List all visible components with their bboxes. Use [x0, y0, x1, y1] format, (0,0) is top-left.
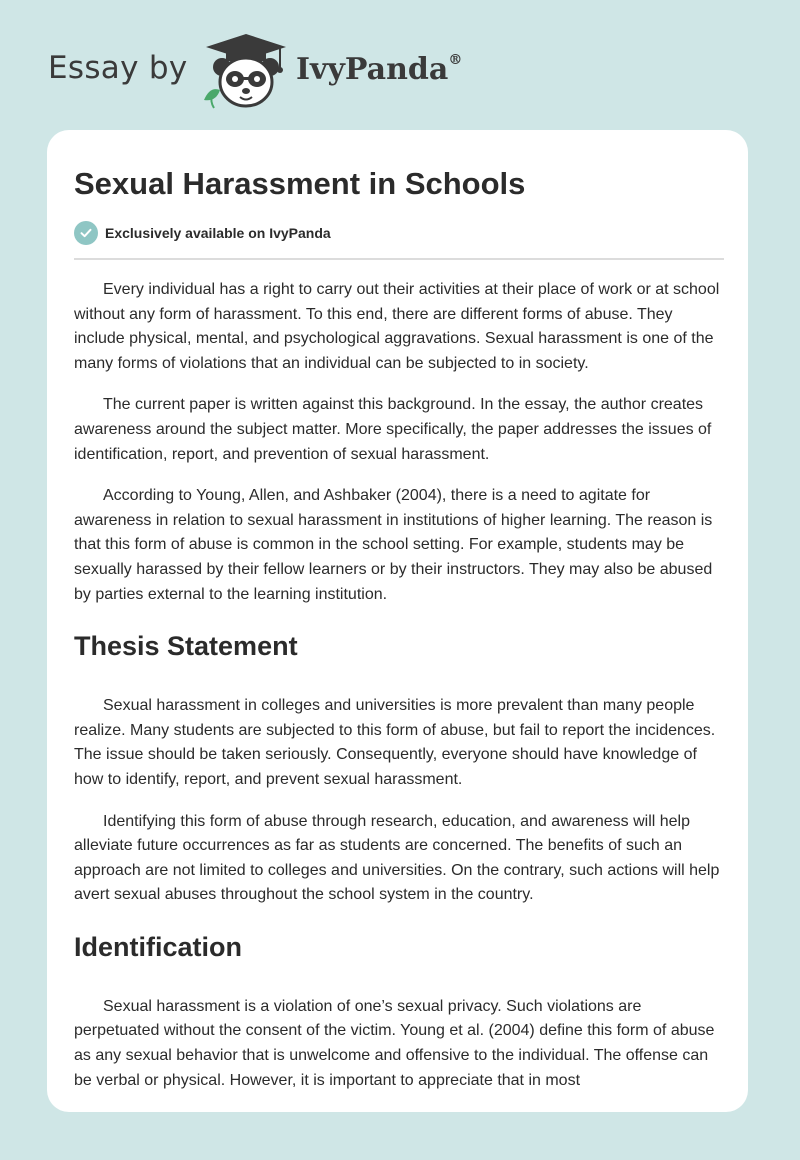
section-heading-identification: Identification [74, 931, 242, 962]
section-heading-thesis: Thesis Statement [74, 631, 298, 662]
divider [74, 258, 724, 260]
check-circle-icon [74, 221, 98, 245]
paragraph: Sexual harassment in colleges and universities is more prevalent than many people realize. Many students are subjected to this form of abuse, but fail to report the incidences. The issue should be taken seriously. Consequently, everyone should have knowledge of how to identify, report, and prevent sexual harassment. [74, 697, 716, 788]
essay-card [47, 130, 748, 1112]
paragraph: Every individual has a right to carry out their activities at their place of work or at school without any form of harassment. To this end, there are different forms of abuse. They include physical, mental, and psychological aggravations. Sexual harassment is one of the many forms of violations that an individual can be subjected to in society. [74, 281, 720, 372]
page-title: Sexual Harassment in Schools [74, 166, 526, 201]
paragraph: The current paper is written against this background. In the essay, the author creates awareness around the subject matter. More specifically, the paper addresses the issues of identification, report, and prevention of sexual harassment. [74, 396, 712, 463]
essay-body [74, 278, 724, 1093]
exclusive-badge [74, 221, 724, 245]
exclusive-label: Exclusively available on IvyPanda [105, 225, 331, 241]
brand-logo-text[interactable] [296, 52, 462, 87]
brand-name: IvyPanda [296, 52, 449, 87]
panda-mascot-icon[interactable] [200, 34, 292, 110]
paragraph: Identifying this form of abuse through research, education, and awareness will help alleviate future occurrences as far as students are concerned. The benefits of such an approach are not limited to colleges and universities. On the contrary, such actions will help avert sexual abuses throughout the school system in the country. [74, 812, 720, 904]
registered-mark: ® [448, 52, 463, 68]
paragraph: Sexual harassment is a violation of one’s sexual privacy. Such violations are perpetuated without the consent of the victim. Young et al. (2004) define this form of abuse as any sexual behavior that is unwelcome and offensive to the individual. The offense can be verbal or physical. However, it is important to appreciate that in most [74, 997, 715, 1089]
essay-by-label: Essay by [48, 50, 188, 86]
paragraph: According to Young, Allen, and Ashbaker (2004), there is a need to agitate for awareness in relation to sexual harassment in institutions of higher learning. The reason is that this form of abuse is common in the school setting. For example, students may be sexually harassed by their fellow learners or by their instructors. They may also be abused by parties external to the learning institution. [74, 487, 713, 603]
site-header [0, 0, 800, 130]
